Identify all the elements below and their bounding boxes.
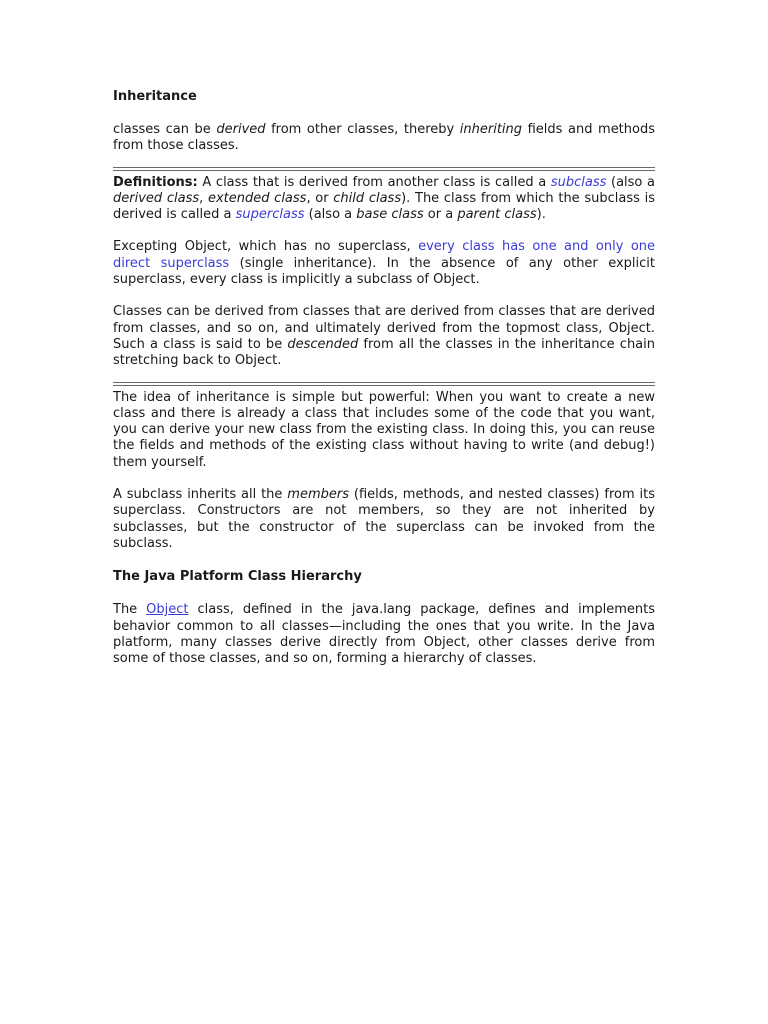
definitions-paragraph — [113, 175, 655, 224]
page-title: Inheritance — [113, 89, 197, 104]
text: ). The class from which the subclass is derived is called a — [113, 190, 655, 223]
term-parent-class: parent class — [457, 207, 537, 223]
idea-paragraph: The idea of inheritance is simple but powerful: When you want to create a new class and there is already a class that includes some of the code that you want, you can derive your new class from the existing class. In doing this, you can reuse the fields and methods of the existing class without having to write (and debug!) them yourself. — [113, 389, 655, 470]
text: The — [113, 602, 147, 618]
term-derived: derived — [216, 122, 266, 137]
term-derived-class: derived class — [113, 190, 200, 206]
text: , — [199, 190, 208, 206]
term-extended-class: extended class — [207, 190, 307, 206]
members-paragraph — [113, 487, 655, 552]
excepting-paragraph — [113, 239, 655, 288]
definitions-label: Definitions: — [113, 174, 198, 190]
text: (also a — [304, 207, 357, 223]
term-members: members — [287, 487, 349, 503]
text: (single inheritance). In the absence of any other explicit superclass, every class is implicitly a subclass of Object. — [113, 255, 656, 288]
object-paragraph — [113, 602, 655, 667]
term-descended: descended — [287, 336, 359, 352]
text: ). — [536, 207, 546, 223]
term-inheriting: inheriting — [459, 122, 523, 137]
section-heading: The Java Platform Class Hierarchy — [113, 569, 362, 585]
subclass-link[interactable]: subclass — [550, 174, 607, 190]
term-child-class: child class — [333, 190, 402, 206]
text: Classes can be derived from classes that are derived from classes that are derived from classes, and so on, and ultimately derived from the topmost class, Object. Such a class is said to be — [113, 304, 655, 352]
text: A subclass inherits all the — [113, 487, 288, 503]
text: , or — [306, 190, 334, 206]
definitions-box — [113, 175, 655, 370]
text: class, defined in the java.lang package, defines and implements behavior common to all classes—including the ones that you write. In the Java platform, many classes derive directly from Object, other classes derive from some of those classes, and so on, forming a hierarchy of classes. — [113, 602, 655, 667]
text: or a — [423, 207, 458, 223]
single-superclass-link[interactable]: every class has one and only one direct superclass — [113, 239, 656, 271]
text: from all the classes in the inheritance chain stretching back to Object. — [113, 336, 655, 369]
document-page — [113, 88, 655, 683]
text: A class that is derived from another class is called a — [197, 174, 551, 190]
text: (also a — [606, 174, 655, 190]
superclass-link[interactable]: superclass — [235, 207, 305, 223]
intro-text: classes can be — [113, 122, 217, 137]
intro-text: from other classes, thereby — [265, 122, 460, 137]
text: Excepting Object, which has no superclass, — [113, 239, 419, 255]
bottom-divider — [113, 382, 655, 386]
intro-text: fields and methods from those classes. — [113, 122, 656, 154]
descended-paragraph — [113, 304, 655, 369]
top-divider — [113, 167, 655, 171]
intro-paragraph — [113, 122, 655, 155]
term-base-class: base class — [356, 207, 424, 223]
text: (fields, methods, and nested classes) from its superclass. Constructors are not members, so they are not inherited by subclasses, but the constructor of the superclass can be invoked from the subclass. — [113, 487, 655, 551]
object-link[interactable]: Object — [146, 602, 189, 618]
